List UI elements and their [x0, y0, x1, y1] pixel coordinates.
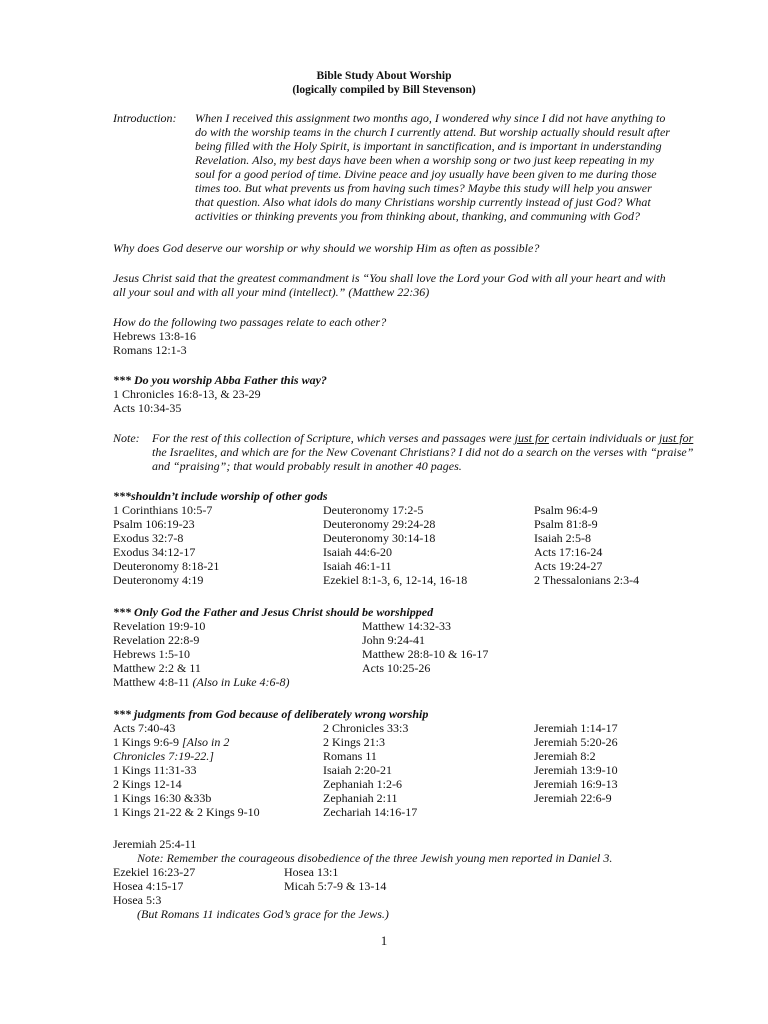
scripture-note: Chronicles 7:19-22.]	[113, 749, 214, 763]
scripture-ref: Exodus 32:7-8	[113, 531, 184, 545]
scripture-ref: 1 Kings 11:31-33	[113, 763, 197, 777]
judgments-column-2	[323, 721, 417, 819]
scripture-ref: Jeremiah 5:20-26	[534, 735, 618, 749]
scripture-ref: Acts 10:25-26	[362, 661, 431, 675]
document-title: Bible Study About Worship	[316, 70, 452, 82]
question-deserve-worship: Why does God deserve our worship or why should we worship Him as often as possible?	[113, 241, 540, 255]
scripture-ref: 1 Kings 16:30 &33b	[113, 791, 212, 805]
scripture-ref: Jeremiah 8:2	[534, 749, 596, 763]
intro-line: being filled with the Holy Spirit, is important in sanctification, and is important in understanding	[195, 139, 662, 153]
only-god-column-1	[113, 619, 290, 689]
scripture-ref: 1 Kings 9:6-9	[113, 735, 179, 749]
scripture-ref: Matthew 28:8-10 & 16-17	[362, 647, 489, 661]
scripture-ref: Psalm 96:4-9	[534, 503, 598, 517]
scripture-ref: Jeremiah 25:4-11	[113, 837, 197, 851]
scripture-ref: Revelation 22:8-9	[113, 633, 200, 647]
note-line-3: and “praising”; that would probably result in another 40 pages.	[152, 459, 462, 473]
scripture-ref: Jeremiah 1:14-17	[534, 721, 618, 735]
passage-ref: Hebrews 13:8-16	[113, 329, 196, 343]
scripture-ref: Deuteronomy 4:19	[113, 573, 204, 587]
scripture-ref: Acts 19:24-27	[534, 559, 603, 573]
scripture-ref: Hosea 13:1	[284, 865, 339, 879]
page-number: 1	[380, 933, 388, 948]
intro-line: times too. But what prevents us from having such times? Maybe this study will help you answer	[195, 181, 652, 195]
scripture-ref-with-note	[113, 735, 260, 749]
introduction-text	[195, 111, 715, 223]
passages-question: How do the following two passages relate to each other?	[113, 315, 387, 329]
scripture-ref: Romans 11	[323, 749, 377, 763]
scripture-ref: Jeremiah 13:9-10	[534, 763, 618, 777]
note-text-segment: For the rest of this collection of Scripture, which verses and passages were	[152, 431, 515, 445]
scripture-ref: Jeremiah 16:9-13	[534, 777, 618, 791]
scripture-ref: Micah 5:7-9 & 13-14	[284, 879, 387, 893]
document-subtitle: (logically compiled by Bill Stevenson)	[292, 84, 476, 96]
scripture-ref: Isaiah 46:1-11	[323, 559, 392, 573]
commandment-line-2: all your soul and with all your mind (intellect).” (Matthew 22:36)	[113, 285, 430, 299]
other-gods-column-1	[113, 503, 219, 587]
intro-line: that question. Also what idols do many Christians worship currently instead of just God? What	[195, 195, 651, 209]
other-gods-heading: ***shouldn’t include worship of other gods	[113, 489, 328, 503]
other-gods-column-3	[534, 503, 639, 587]
intro-line: activities or thinking prevents you from thinking about, thanking, and communing with God?	[195, 209, 641, 223]
scripture-ref: 1 Kings 21-22 & 2 Kings 9-10	[113, 805, 260, 819]
note-line-2: the Israelites, and which are for the New Covenant Christians? I did not do a search on the verses with “praise”	[152, 445, 694, 459]
intro-line: When I received this assignment two months ago, I wondered why since I did not have anything to	[195, 111, 666, 125]
note-underlined-just-for: just for	[658, 431, 694, 445]
scripture-ref: Isaiah 2:20-21	[323, 763, 392, 777]
scripture-ref: 2 Kings 12-14	[113, 777, 182, 791]
scripture-ref: 2 Chronicles 33:3	[323, 721, 409, 735]
scripture-note: (Also in Luke 4:6-8)	[192, 675, 290, 689]
note-underlined-just-for: just for	[514, 431, 549, 445]
scripture-ref: Hosea 5:3	[113, 893, 162, 907]
introduction-label: Introduction:	[113, 111, 177, 125]
only-god-column-2	[362, 619, 488, 675]
scripture-ref: Zephaniah 1:2-6	[323, 777, 402, 791]
scripture-note: [Also in 2	[182, 735, 230, 749]
scripture-ref: Ezekiel 16:23-27	[113, 865, 196, 879]
scripture-ref: 1 Corinthians 10:5-7	[113, 503, 213, 517]
scripture-ref: Matthew 14:32-33	[362, 619, 451, 633]
scripture-ref: Exodus 34:12-17	[113, 545, 196, 559]
note-line-1	[152, 431, 732, 445]
abba-ref: Acts 10:34-35	[113, 401, 182, 415]
scripture-ref: 2 Thessalonians 2:3-4	[534, 573, 640, 587]
scripture-ref: 2 Kings 21:3	[323, 735, 386, 749]
note-label: Note:	[113, 431, 140, 445]
scripture-ref: Deuteronomy 29:24-28	[323, 517, 436, 531]
scripture-ref: Isaiah 44:6-20	[323, 545, 392, 559]
scripture-ref: Jeremiah 22:6-9	[534, 791, 612, 805]
romans-grace-note: (But Romans 11 indicates God’s grace for the Jews.)	[137, 907, 389, 921]
scripture-ref: Psalm 106:19-23	[113, 517, 195, 531]
scripture-ref-with-note	[113, 675, 290, 689]
only-god-heading: *** Only God the Father and Jesus Christ should be worshipped	[113, 605, 434, 619]
scripture-ref: Deuteronomy 8:18-21	[113, 559, 220, 573]
scripture-ref: Hosea 4:15-17	[113, 879, 184, 893]
judgments-column-3	[534, 721, 618, 805]
scripture-ref: Hebrews 1:5-10	[113, 647, 190, 661]
scripture-ref: Acts 7:40-43	[113, 721, 176, 735]
scripture-ref: Isaiah 2:5-8	[534, 531, 591, 545]
abba-ref: 1 Chronicles 16:8-13, & 23-29	[113, 387, 261, 401]
scripture-ref: Matthew 4:8-11	[113, 675, 190, 689]
note-text	[152, 431, 732, 473]
scripture-ref: Deuteronomy 30:14-18	[323, 531, 436, 545]
scripture-ref: Acts 17:16-24	[534, 545, 603, 559]
abba-heading: *** Do you worship Abba Father this way?	[113, 373, 327, 387]
commandment-line-1: Jesus Christ said that the greatest commandment is “You shall love the Lord your God with all your heart and with	[113, 271, 666, 285]
judgments-column-1	[113, 721, 260, 819]
scripture-ref: John 9:24-41	[362, 633, 425, 647]
scripture-ref: Matthew 2:2 & 11	[113, 661, 201, 675]
note-daniel: Note: Remember the courageous disobedience of the three Jewish young men reported in Daniel 3.	[137, 851, 613, 865]
scripture-ref: Ezekiel 8:1-3, 6, 12-14, 16-18	[323, 573, 468, 587]
scripture-ref: Psalm 81:8-9	[534, 517, 598, 531]
scripture-ref: Zechariah 14:16-17	[323, 805, 418, 819]
judgments-heading: *** judgments from God because of deliberately wrong worship	[113, 707, 429, 721]
passage-ref: Romans 12:1-3	[113, 343, 187, 357]
other-gods-column-2	[323, 503, 467, 587]
scripture-ref: Revelation 19:9-10	[113, 619, 206, 633]
note-text-segment: certain individuals or	[548, 431, 659, 445]
intro-line: soul for a good period of time. Divine peace and joy usually have been given to me during those	[195, 167, 657, 181]
intro-line: Revelation. Also, my best days have been when a worship song or two just keep repeating in my	[195, 153, 654, 167]
intro-line: do with the worship teams in the church I currently attend. But worship actually should result after	[195, 125, 670, 139]
scripture-ref: Deuteronomy 17:2-5	[323, 503, 424, 517]
scripture-ref: Zephaniah 2:11	[323, 791, 398, 805]
